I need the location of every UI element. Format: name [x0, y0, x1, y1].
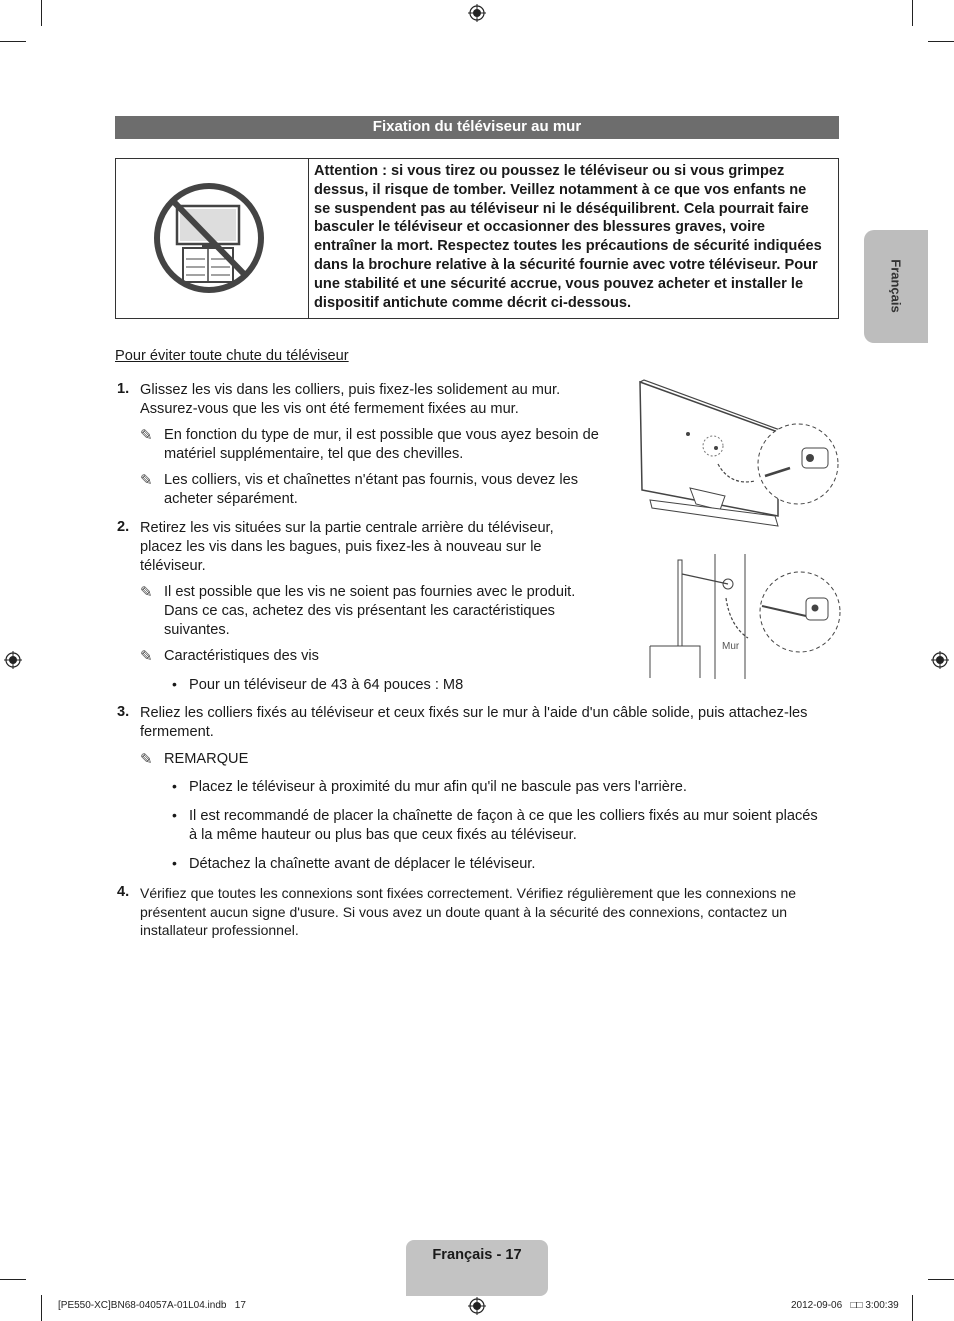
- bullet-icon: •: [172, 855, 177, 871]
- step-number: 1.: [117, 381, 130, 397]
- bullet-text: Il est recommandé de placer la chaînette de façon à ce que les colliers fixés au mur soient placés à la même hauteur ou plus bas que ceux fixés au téléviseur.: [189, 808, 818, 843]
- warning-box: [115, 158, 839, 319]
- note-pencil-icon: ✎: [140, 472, 153, 489]
- no-tv-on-stand-icon: [116, 159, 308, 318]
- warning-text: Attention : si vous tirez ou poussez le téléviseur ou si vous grimpez dessus, il risque de tomber. Veillez notamment à ce que vos enfants ne se suspendent pas au téléviseur ni le déséquilibrent. Cela pourrait faire basculer le téléviseur et occasionner des blessures graves, voire entraîner la mort. Respectez toutes les précautions de sécurité indiquées dans la brochure relative à la sécurité fournie avec votre téléviseur. Pour une stabilité et une sécurité accrue, vous pouvez acheter et installer le dispositif antichute comme décrit ci-dessous.: [314, 163, 822, 311]
- bullet-text: Détachez la chaînette avant de déplacer le téléviseur.: [189, 856, 536, 872]
- crop-mark: [912, 0, 913, 26]
- page-number: Français - 17: [432, 1247, 522, 1263]
- print-timestamp: 2012-09-06 □□ 3:00:39: [791, 1300, 899, 1311]
- note-pencil-icon: ✎: [140, 427, 153, 444]
- file-info: [PE550-XC]BN68-04057A-01L04.indb 17: [58, 1300, 246, 1311]
- step-text: Retirez les vis situées sur la partie centrale arrière du téléviseur, placez les vis dans les bagues, puis fixez-les à nouveau sur le téléviseur.: [140, 520, 554, 574]
- note-label: REMARQUE: [164, 751, 249, 767]
- step-number: 2.: [117, 519, 130, 535]
- bullet-text: Placez le téléviseur à proximité du mur afin qu'il ne bascule pas vers l'arrière.: [189, 779, 687, 795]
- step-text: Vérifiez que toutes les connexions sont fixées correctement. Vérifiez régulièrement que les connexions ne présentent aucun signe d'usure. Si vous avez un doute quant à la sécurité des connexions, contactez un installateur professionnel.: [140, 885, 797, 939]
- note-text: Il est possible que les vis ne soient pas fournies avec le produit. Dans ce cas, achetez des vis présentant les caractéristiques suivantes.: [164, 584, 576, 638]
- crop-mark: [0, 1279, 26, 1280]
- wall-mount-illustration: [630, 376, 845, 681]
- note-pencil-icon: ✎: [140, 584, 153, 601]
- section-title: Fixation du téléviseur au mur: [115, 116, 839, 139]
- language-side-tab: [864, 230, 928, 343]
- bullet-icon: •: [172, 807, 177, 823]
- note-text: Les colliers, vis et chaînettes n'étant pas fournis, vous devez les acheter séparément.: [164, 472, 579, 507]
- crop-mark: [928, 41, 954, 42]
- registration-mark-icon: [931, 651, 949, 669]
- note-text: Caractéristiques des vis: [164, 648, 319, 664]
- step-number: 4.: [117, 884, 130, 900]
- registration-mark-icon: [4, 651, 22, 669]
- crop-mark: [41, 0, 42, 26]
- crop-mark: [928, 1279, 954, 1280]
- note-pencil-icon: ✎: [140, 648, 153, 665]
- crop-mark: [912, 1295, 913, 1321]
- wall-label: Mur: [722, 641, 740, 652]
- subheading: Pour éviter toute chute du téléviseur: [115, 348, 349, 364]
- registration-mark-icon: [468, 4, 486, 22]
- step-number: 3.: [117, 704, 130, 720]
- warning-icon-cell: [116, 159, 309, 318]
- page-number-tab: [406, 1240, 548, 1296]
- crop-mark: [41, 1295, 42, 1321]
- note-text: En fonction du type de mur, il est possible que vous ayez besoin de matériel supplémentaire, tel que des chevilles.: [164, 427, 599, 462]
- bullet-text: Pour un téléviseur de 43 à 64 pouces : M8: [189, 677, 464, 693]
- registration-mark-icon: [468, 1297, 486, 1315]
- step-text: Glissez les vis dans les colliers, puis fixez-les solidement au mur. Assurez-vous que les vis ont été fermement fixées au mur.: [140, 382, 561, 417]
- language-side-tab-label: Français: [888, 259, 904, 313]
- step-text: Reliez les colliers fixés au téléviseur et ceux fixés sur le mur à l'aide d'un câble solide, puis attachez-les fermement.: [140, 705, 808, 740]
- bullet-icon: •: [172, 676, 177, 692]
- note-pencil-icon: ✎: [140, 751, 153, 768]
- bullet-icon: •: [172, 778, 177, 794]
- crop-mark: [0, 41, 26, 42]
